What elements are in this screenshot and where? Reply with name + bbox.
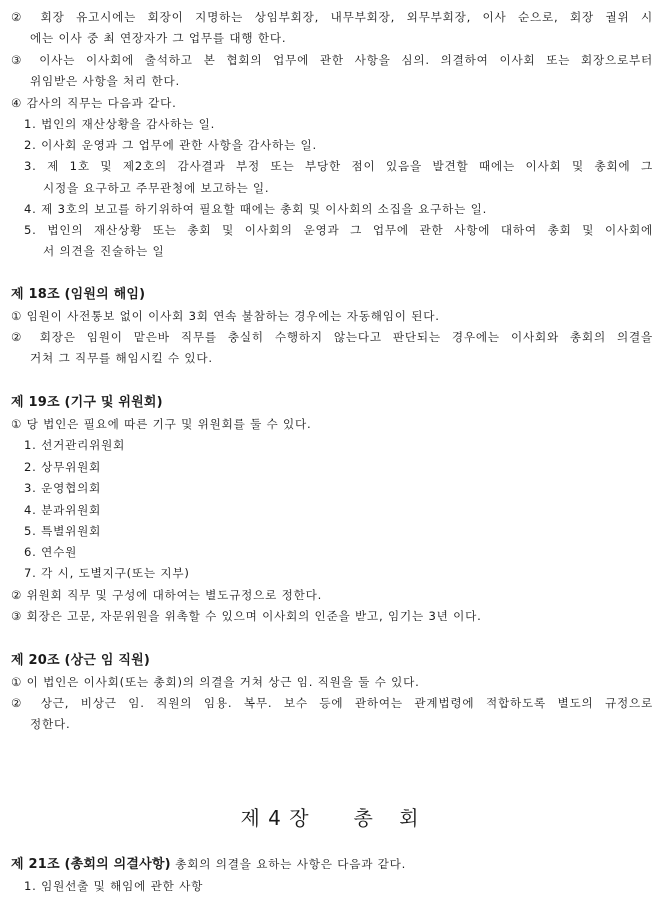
chapter-title: 총 회 bbox=[353, 806, 429, 830]
art20-p2-line1: ② 상근, 비상근 임. 직원의 임용. 복무. 보수 등에 관하여는 관계법령에 적합하도록 별도의 규정으로 bbox=[11, 696, 653, 710]
art17-p3-line1: ③ 이사는 이사회에 출석하고 본 협회의 업무에 관한 사항을 심의. 의결하여 이사회 또는 회장으로부터 bbox=[11, 53, 653, 67]
art19-heading: 제 19조 (기구 및 위원회) bbox=[11, 395, 163, 410]
art17-p2-line2: 에는 이사 중 최 연장자가 그 업무를 대행 한다. bbox=[30, 31, 287, 45]
art21-item-1: 1. 임원선출 및 해임에 관한 사항 bbox=[24, 879, 204, 893]
art19-p3: ③ 회장은 고문, 자문위원을 위촉할 수 있으며 이사회의 인준을 받고, 임기는 3년 이다. bbox=[11, 609, 482, 623]
art17-item-4: 4. 제 3호의 보고를 하기위하여 필요할 때에는 총회 및 이사회의 소집을 요구하는 일. bbox=[24, 202, 488, 216]
art19-p1: ① 당 법인은 필요에 따른 기구 및 위원회를 둘 수 있다. bbox=[11, 417, 312, 431]
art21-lead: 총회의 의결을 요하는 사항은 다음과 같다. bbox=[170, 857, 407, 871]
art19-item: 2. 상무위원회 bbox=[24, 460, 102, 474]
art21-heading: 제 21조 (총회의 의결사항) bbox=[11, 857, 171, 872]
chapter-number: 제 4 장 bbox=[240, 806, 310, 830]
art19-p2: ② 위원회 직무 및 구성에 대하여는 별도규정으로 정한다. bbox=[11, 588, 323, 602]
art20-p1: ① 이 법인은 이사회(또는 총회)의 의결을 거쳐 상근 임. 직원을 둘 수 있다. bbox=[11, 675, 420, 689]
art17-p2-line1: ② 회장 유고시에는 회장이 지명하는 상임부회장, 내무부회장, 외무부회장, 이사 순으로, 회장 궐위 시 bbox=[11, 10, 653, 24]
art17-p4: ④ 감사의 직무는 다음과 같다. bbox=[11, 96, 177, 110]
art17-item-5-line1: 5. 법인의 재산상황 또는 총회 및 이사회의 운영과 그 업무에 관한 사항에 대하여 총회 및 이사회에 bbox=[24, 223, 653, 237]
art21-heading-line bbox=[11, 856, 406, 873]
art17-p3-line2: 위임받은 사항을 처리 한다. bbox=[30, 74, 180, 88]
art17-item-3-line2: 시정을 요구하고 주무관청에 보고하는 일. bbox=[43, 181, 270, 195]
art19-item: 5. 특별위원회 bbox=[24, 524, 102, 538]
art20-p2-line2: 정한다. bbox=[30, 717, 71, 731]
art19-item: 4. 분과위원회 bbox=[24, 503, 102, 517]
art19-item: 3. 운영협의회 bbox=[24, 481, 102, 495]
art17-item-2: 2. 이사회 운영과 그 업무에 관한 사항을 감사하는 일. bbox=[24, 138, 318, 152]
art18-p2-line2: 거쳐 그 직무를 해임시킬 수 있다. bbox=[30, 351, 213, 365]
chapter-heading bbox=[0, 802, 669, 831]
art17-item-5-line2: 서 의견을 진술하는 일 bbox=[43, 244, 165, 258]
art20-heading: 제 20조 (상근 임 직원) bbox=[11, 653, 150, 668]
art18-heading: 제 18조 (임원의 해임) bbox=[11, 287, 146, 302]
art18-p1: ① 임원이 사전통보 없이 이사회 3회 연속 불참하는 경우에는 자동해임이 된다. bbox=[11, 309, 440, 323]
art19-item: 1. 선거관리위원회 bbox=[24, 438, 126, 452]
art17-item-3-line1: 3. 제 1호 및 제2호의 감사결과 부정 또는 부당한 점이 있음을 발견할 때에는 이사회 및 총회에 그 bbox=[24, 159, 653, 173]
art19-item: 7. 각 시, 도별지구(또는 지부) bbox=[24, 566, 190, 580]
art18-p2-line1: ② 회장은 임원이 맡은바 직무를 충실히 수행하지 않는다고 판단되는 경우에는 이사회와 총회의 의결을 bbox=[11, 330, 653, 344]
art19-item: 6. 연수원 bbox=[24, 545, 78, 559]
art17-item-1: 1. 법인의 재산상황을 감사하는 일. bbox=[24, 117, 216, 131]
